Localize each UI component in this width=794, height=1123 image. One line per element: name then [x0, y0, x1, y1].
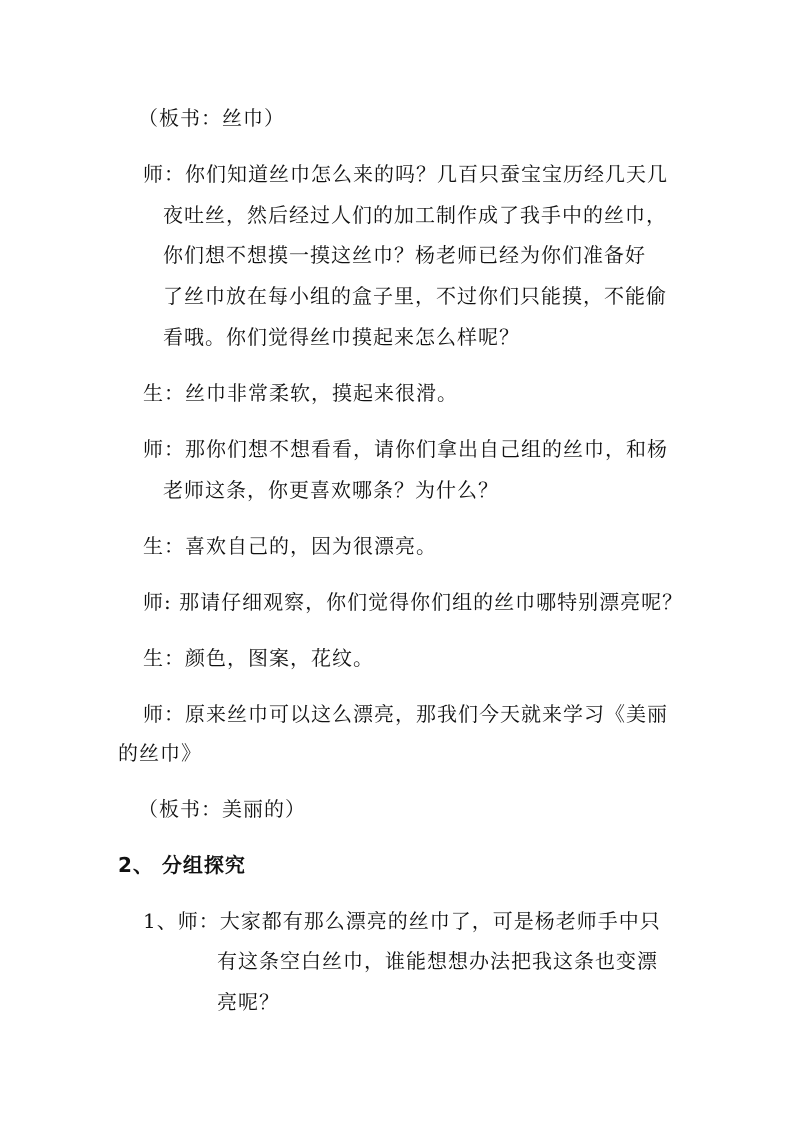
student-line-3: 生：颜色，图案，花纹。 — [143, 646, 374, 670]
teacher-line-2-cont: 老师这条，你更喜欢哪条？为什么？ — [163, 478, 499, 502]
teacher-line-1: 师：你们知道丝巾怎么来的吗？几百只蚕宝宝历经几天几 — [143, 162, 668, 186]
teacher-line-4-cont: 的丝巾》 — [118, 741, 202, 765]
teacher-line-4: 师：原来丝巾可以这么漂亮，那我们今天就来学习《美丽 — [143, 702, 668, 726]
student-line-2: 生：喜欢自己的，因为很漂亮。 — [143, 534, 437, 558]
board-note-silk-scarf: （板书：丝巾） — [138, 106, 285, 130]
student-line-1: 生：丝巾非常柔软，摸起来很滑。 — [143, 381, 458, 405]
teacher-line-1-cont-1: 夜吐丝，然后经过人们的加工制作成了我手中的丝巾， — [163, 203, 667, 227]
activity-1-teacher-line: 1、师：大家都有那么漂亮的丝巾了，可是杨老师手中只 — [143, 909, 661, 933]
teacher-line-3: 师: 那请仔细观察，你们觉得你们组的丝巾哪特别漂亮呢？ — [143, 590, 684, 614]
activity-1-teacher-line-cont-1: 有这条空白丝巾，谁能想想办法把我这条也变漂 — [217, 949, 658, 973]
teacher-line-2: 师：那你们想不想看看，请你们拿出自己组的丝巾，和杨 — [143, 437, 668, 461]
teacher-line-1-cont-2: 你们想不想摸一摸这丝巾？杨老师已经为你们准备好 — [163, 243, 646, 267]
teacher-line-1-cont-3: 了丝巾放在每小组的盒子里，不过你们只能摸，不能偷 — [163, 284, 667, 308]
activity-1-teacher-line-cont-2: 亮呢？ — [217, 990, 280, 1014]
board-note-beautiful: （板书：美丽的） — [138, 797, 306, 821]
section-heading-group-exploration: 2、 分组探究 — [118, 853, 246, 877]
teacher-line-1-cont-4: 看哦。你们觉得丝巾摸起来怎么样呢？ — [163, 325, 520, 349]
